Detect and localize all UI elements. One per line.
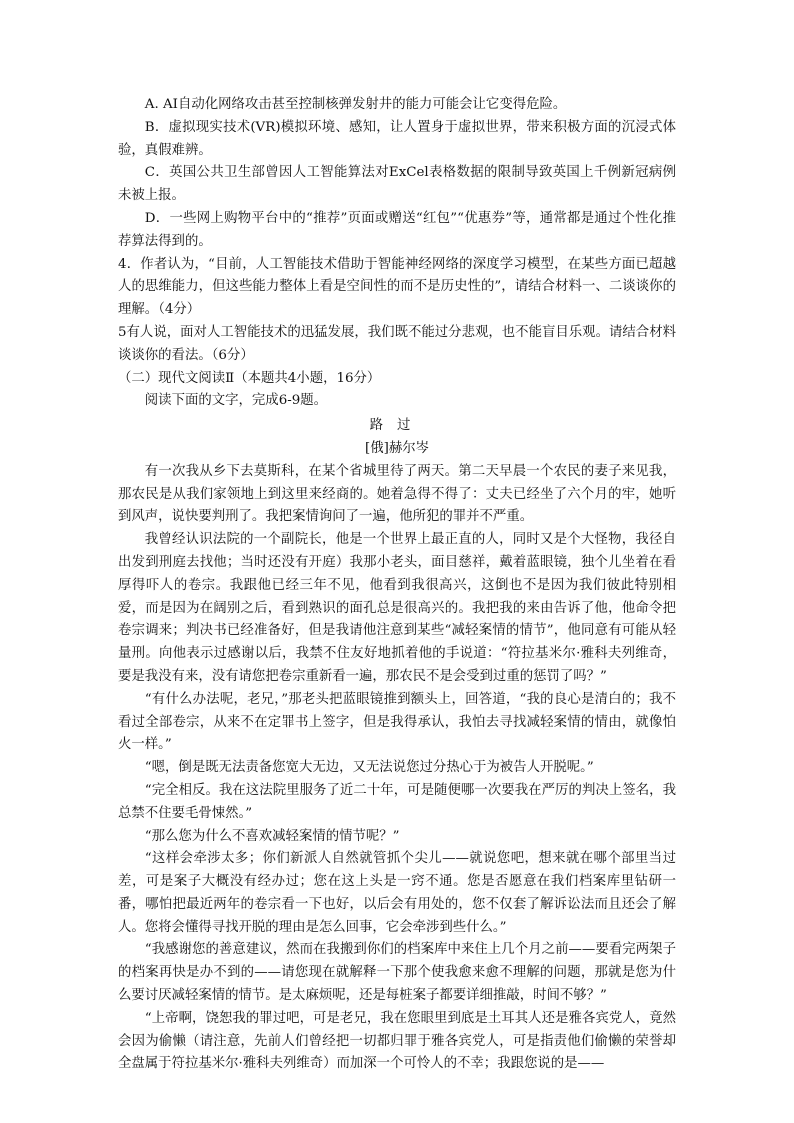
question-5: 5有人说，面对人工智能技术的迅猛发展，我们既不能过分悲观，也不能盲目乐观。请结合材料谈谈你的看法。（6分）: [118, 324, 676, 363]
article-paragraph: “这样会牵涉太多；你们新派人自然就管抓个尖儿——就说您吧，想来就在哪个部里当过差，可是案子大概没有经办过；您在这上头是一窍不通。您是否愿意在我们档案库里钻研一番，哪怕把最近两年的卷宗看一下也好，以后会有用处的，您不仅套了解诉讼法而且还会了解人。您将会懂得寻找开脱的理由是怎么回事，它会牵涉到些什么。”: [118, 851, 676, 935]
option-b: B．虚拟现实技术(VR)模拟环境、感知，让人置身于虚拟世界，带来积极方面的沉浸式体验，真假难辨。: [118, 119, 676, 158]
option-d: D．一些网上购物平台中的“推荐”页面或赠送“红包”“优惠券”等，通常都是通过个性化推荐算法得到的。: [118, 210, 676, 249]
article-author: [俄]赫尔岑: [364, 440, 429, 456]
article-paragraph: “那么您为什么不喜欢减轻案情的情节呢？”: [144, 828, 400, 844]
document-page: [118, 94, 676, 1076]
article-paragraph: “有什么办法呢，老兄，”那老头把蓝眼镜推到额头上，回答道，“我的良心是清白的；我不看过全部卷宗，从来不在定罪书上签字，但是我得承认，我怕去寻找减轻案情的情由，就像怕火一样。”: [118, 691, 676, 753]
section-instruction: 阅读下面的文字，完成6-9题。: [144, 393, 328, 409]
section-heading: （二）现代文阅读Ⅱ（本题共4小题，16分）: [118, 370, 381, 386]
article-paragraph: “上帝啊，饶恕我的罪过吧，可是老兄，我在您眼里到底是土耳其人还是雅各宾党人，竟然会因为偷懒（请注意，先前人们曾经把一切都归罪于雅各宾党人，可是指责他们偷懒的荣誉却全盘属于符拉基米尔·雅科夫列维奇）而加深一个可怜人的不幸；我跟您说的是——: [118, 1010, 676, 1072]
option-a: A. AI自动化网络攻击甚至控制核弹发射井的能力可能会让它变得危险。: [144, 97, 567, 112]
article-paragraph: “我感谢您的善意建议，然而在我搬到你们的档案库中来住上几个月之前——要看完两架子的档案再快是办不到的——请您现在就解释一下那个使我愈来愈不理解的问题，那就是您为什么要讨厌减轻案情的情节。是太麻烦呢，还是每桩案子都要详细推敲，时间不够？”: [118, 942, 676, 1004]
option-c: C．英国公共卫生部曾因人工智能算法对ExCel表格数据的限制导致英国上千例新冠病例未被上报。: [118, 165, 676, 204]
article-paragraph: “完全相反。我在这法院里服务了近二十年，可是随便哪一次要我在严厉的判决上签名，我总禁不住要毛骨悚然。”: [118, 782, 676, 821]
question-4: 4．作者认为，“目前，人工智能技术借助于智能神经网络的深度学习模型，在某些方面已超越人的思维能力，但这些能力整体上看是空间性的而不是历史性的”，请结合材料一、二谈谈你的理解。（4分）: [118, 256, 676, 318]
article-title: 路过: [369, 418, 425, 434]
article-paragraph: 有一次我从乡下去莫斯科，在某个省城里待了两天。第二天早晨一个农民的妻子来见我，那农民是从我们家领地上到这里来经商的。她着急得不得了：丈夫已经坐了六个月的牢，她听到风声，说快要判刑了。我把案情询问了一遍，他所犯的罪并不严重。: [118, 463, 676, 525]
article-paragraph: 我曾经认识法院的一个副院长，他是一个世界上最正直的人，同时又是个大怪物，我径自出发到刑庭去找他；当时还没有开庭）我那小老头，面目慈祥，戴着蓝眼镜，独个儿坐着在看厚得吓人的卷宗。我跟他已经三年不见，他看到我很高兴，这倒也不是因为我们彼此特别相爱，而是因为在阔别之后，看到熟识的面孔总是很高兴的。我把我的来由告诉了他，他命令把卷宗调来；判决书已经准备好，但是我请他注意到某些“减轻案情的情节”，他同意有可能从轻量刑。向他表示过感谢以后，我禁不住友好地抓着他的手说道：“符拉基米尔·雅科夫列维奇，要是我没有来，没有请您把卷宗重新看一遍，那农民不是会受到过重的惩罚了吗？”: [118, 532, 676, 684]
article-paragraph: “嗯，倒是既无法责备您宽大无边，又无法说您过分热心于为被告人开脱呢。”: [144, 760, 594, 776]
